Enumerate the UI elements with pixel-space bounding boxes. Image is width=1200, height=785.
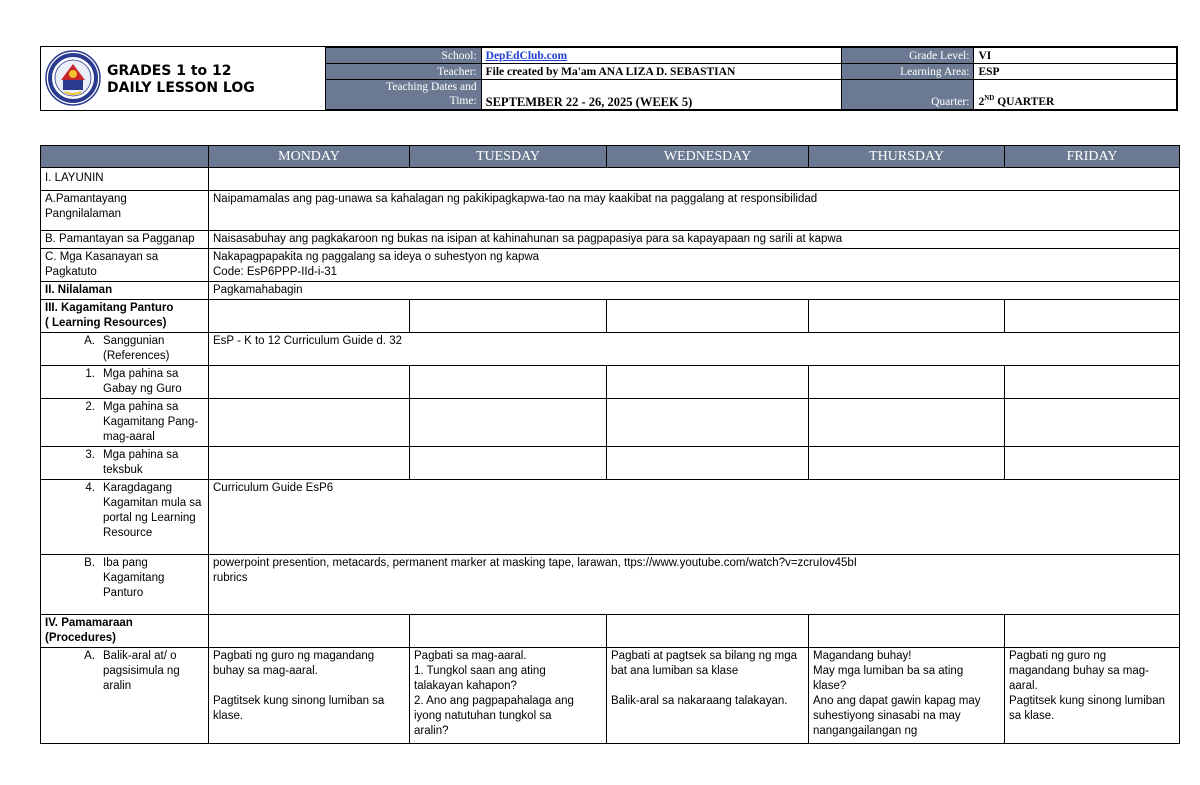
teksbuk-monday <box>209 447 410 480</box>
karagdagang-value: Curriculum Guide EsP6 <box>209 480 1180 555</box>
school-link[interactable]: DepEdClub.com <box>485 49 568 62</box>
quarter-label: Quarter: <box>841 80 974 110</box>
header-info-table <box>325 47 1177 110</box>
pamantayang-label: A.Pamantayang Pangnilalaman <box>41 191 209 231</box>
iba-value: powerpoint presention, metacards, permanent marker at masking tape, larawan, ttps://www.youtube.com/watch?v=zcruIov45bI rubrics <box>209 555 1180 615</box>
guro-label: 1. Mga pahina sa Gabay ng Guro <box>41 366 209 399</box>
pagganap-label: B. Pamantayan sa Pagganap <box>41 231 209 249</box>
mag-aaral-label: 2. Mga pahina sa Kagamitang Pang- mag-aaral <box>41 399 209 447</box>
row-pamantayan-pagganap <box>41 231 1180 249</box>
kagamitan-wednesday <box>607 300 809 333</box>
pamantayang-value: Naipamamalas ang pag-unawa sa kahalagan ng pakikipagkapwa-tao na may kaakibat na paggalang at responsibilidad <box>209 191 1180 231</box>
guro-wednesday <box>607 366 809 399</box>
school-label: School: <box>326 48 482 64</box>
mag-aaral-tuesday <box>410 399 607 447</box>
row-pamantayang-pangnilalaman <box>41 191 1180 231</box>
grade-level-label: Grade Level: <box>841 48 974 64</box>
mag-aaral-wednesday <box>607 399 809 447</box>
guro-monday <box>209 366 410 399</box>
row-karagdagang-kagamitan <box>41 480 1180 555</box>
kagamitan-label: III. Kagamitang Panturo ( Learning Resources) <box>41 300 209 333</box>
pagganap-value: Naisasabuhay ang pagkakaroon ng bukas na isipan at kahinahunan sa pagpapasiya para sa kapayapaan ng sarili at kapwa <box>209 231 1180 249</box>
kasanayan-label: C. Mga Kasanayan sa Pagkatuto <box>41 249 209 282</box>
kasanayan-value: Nakapagpapakita ng paggalang sa ideya o suhestyon ng kapwa Code: EsP6PPP-IId-i-31 <box>209 249 1180 282</box>
pamamaraan-friday <box>1005 615 1180 648</box>
teaching-dates-value: SEPTEMBER 22 - 26, 2025 (WEEK 5) <box>481 80 841 110</box>
kagamitan-tuesday <box>410 300 607 333</box>
log-title <box>107 63 255 97</box>
pamamaraan-tuesday <box>410 615 607 648</box>
grade-level-value: VI <box>974 48 1177 64</box>
title-line-1: GRADES 1 to 12 <box>107 63 232 79</box>
teksbuk-label: 3. Mga pahina sa teksbuk <box>41 447 209 480</box>
kagamitan-monday <box>209 300 410 333</box>
day-monday: MONDAY <box>209 146 410 168</box>
quarter-value: 2ND QUARTER <box>974 80 1177 110</box>
header-title-area <box>41 47 326 110</box>
teksbuk-friday <box>1005 447 1180 480</box>
learning-area-value: ESP <box>974 64 1177 80</box>
deped-seal-icon <box>45 50 101 106</box>
row-layunin <box>41 168 1180 191</box>
mag-aaral-thursday <box>809 399 1005 447</box>
day-friday: FRIDAY <box>1005 146 1180 168</box>
row-balik-aral <box>41 648 1180 744</box>
guro-tuesday <box>410 366 607 399</box>
teacher-label: Teacher: <box>326 64 482 80</box>
sanggunian-label: A. Sanggunian (References) <box>41 333 209 366</box>
row-iba-pang-kagamitan <box>41 555 1180 615</box>
day-header-row <box>41 146 1180 168</box>
school-value[interactable] <box>481 48 841 64</box>
mag-aaral-friday <box>1005 399 1180 447</box>
pamamaraan-label: IV. Pamamaraan (Procedures) <box>41 615 209 648</box>
pamamaraan-thursday <box>809 615 1005 648</box>
day-wednesday: WEDNESDAY <box>607 146 809 168</box>
layunin-value <box>209 168 1180 191</box>
row-sanggunian <box>41 333 1180 366</box>
row-nilalaman <box>41 282 1180 300</box>
teacher-value: File created by Ma'am ANA LIZA D. SEBASTIAN <box>481 64 841 80</box>
kagamitan-friday <box>1005 300 1180 333</box>
layunin-label: I. LAYUNIN <box>41 168 209 191</box>
day-tuesday: TUESDAY <box>410 146 607 168</box>
row-teksbuk <box>41 447 1180 480</box>
row-kagamitang-mag-aaral <box>41 399 1180 447</box>
nilalaman-label: II. Nilalaman <box>41 282 209 300</box>
balik-aral-friday: Pagbati ng guro ng magandang buhay sa mag- aaral. Pagtitsek kung sinong lumiban sa klase. <box>1005 648 1180 744</box>
kagamitan-thursday <box>809 300 1005 333</box>
balik-aral-thursday: Magandang buhay! May mga lumiban ba sa ating klase? Ano ang dapat gawin kapag may suhestiyong sinasabi na may nangangailangan ng <box>809 648 1005 744</box>
balik-aral-label: A. Balik-aral at/ o pagsisimula ng aralin <box>41 648 209 744</box>
day-thursday: THURSDAY <box>809 146 1005 168</box>
lesson-plan-table <box>40 145 1180 744</box>
lesson-log-header <box>40 46 1178 111</box>
row-kagamitang-panturo <box>41 300 1180 333</box>
row-pamamaraan <box>41 615 1180 648</box>
blank-header-cell <box>41 146 209 168</box>
learning-area-label: Learning Area: <box>841 64 974 80</box>
teksbuk-wednesday <box>607 447 809 480</box>
guro-friday <box>1005 366 1180 399</box>
mag-aaral-monday <box>209 399 410 447</box>
nilalaman-value: Pagkamahabagin <box>209 282 1180 300</box>
balik-aral-wednesday: Pagbati at pagtsek sa bilang ng mga bat ana lumiban sa klase Balik-aral sa nakaraang talakayan. <box>607 648 809 744</box>
teaching-dates-label: Teaching Dates and Time: <box>326 80 482 110</box>
row-kasanayan <box>41 249 1180 282</box>
pamamaraan-wednesday <box>607 615 809 648</box>
title-line-2: DAILY LESSON LOG <box>107 80 255 96</box>
teksbuk-thursday <box>809 447 1005 480</box>
teksbuk-tuesday <box>410 447 607 480</box>
iba-label: B. Iba pang Kagamitang Panturo <box>41 555 209 615</box>
balik-aral-tuesday: Pagbati sa mag-aaral. 1. Tungkol saan ang ating talakayan kahapon? 2. Ano ang pagpapahalaga ang iyong natutuhan tungkol sa aralin? <box>410 648 607 744</box>
karagdagang-label: 4. Karagdagang Kagamitan mula sa portal ng Learning Resource <box>41 480 209 555</box>
guro-thursday <box>809 366 1005 399</box>
balik-aral-monday: Pagbati ng guro ng magandang buhay sa mag-aaral. Pagtitsek kung sinong lumiban sa klase. <box>209 648 410 744</box>
pamamaraan-monday <box>209 615 410 648</box>
sanggunian-value: EsP - K to 12 Curriculum Guide d. 32 <box>209 333 1180 366</box>
row-gabay-guro <box>41 366 1180 399</box>
